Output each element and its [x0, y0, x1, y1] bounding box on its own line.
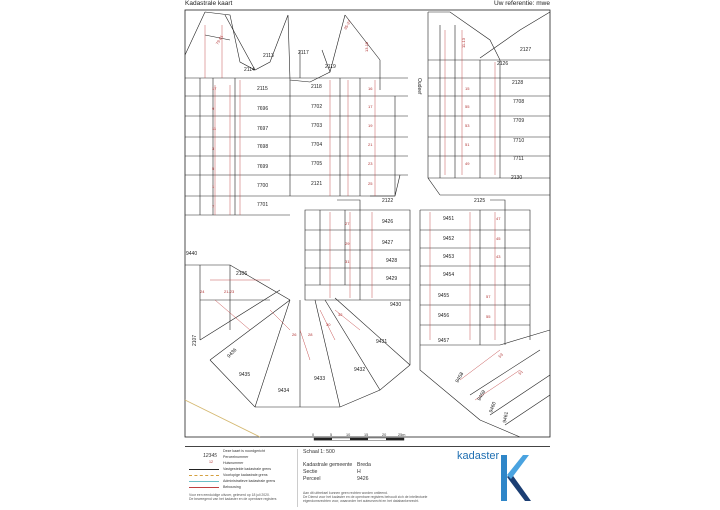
road-line	[185, 400, 260, 437]
house-number: 11	[212, 126, 217, 131]
house-number: 16	[368, 86, 373, 91]
parcel-label: 2125	[474, 198, 486, 204]
scale-tick: 0	[312, 433, 315, 437]
house-number: 19	[368, 123, 373, 128]
parcel-label: 7710	[513, 138, 525, 144]
parcel-label: 9430	[390, 302, 402, 308]
parcel-label: 7702	[311, 104, 323, 110]
house-number: 7	[212, 204, 215, 209]
house-number: 49	[465, 161, 470, 166]
parcel-label: 2115	[257, 86, 268, 92]
parcel-label: 9434	[278, 388, 290, 394]
note-mid-3: eigendomsrechten voor, waaronder het auteursrecht en het databankenrecht.	[303, 499, 420, 503]
perceel-label: Perceel	[303, 476, 321, 482]
parcel-label: 9431	[376, 339, 388, 345]
house-number: 15	[465, 86, 470, 91]
legend-label: Voorlopige kadastrale grens	[223, 473, 268, 477]
legend-line-building	[189, 487, 219, 488]
house-number: 13-15	[364, 41, 369, 52]
house-number: 23	[368, 161, 373, 166]
parcel-label: 7696	[257, 106, 269, 112]
parcel-label: 9432	[354, 367, 366, 373]
house-number: 17	[368, 104, 373, 109]
legend-label: Administratieve kadastrale grens	[223, 479, 276, 483]
parcel-label: 2117	[298, 50, 309, 56]
house-number: 31	[345, 259, 350, 264]
legend-label: Huisnummer	[223, 461, 244, 465]
legend-label: Bebouwing	[223, 485, 241, 489]
scale-label: Schaal 1: 500	[303, 449, 335, 455]
legend-panel	[185, 446, 550, 509]
parcel-label: 2128	[512, 80, 524, 86]
parcel-label: 2119	[325, 64, 336, 70]
parcel-label: 9454	[443, 272, 455, 278]
parcel-label: 9455	[438, 293, 450, 299]
house-number: 30	[326, 322, 331, 327]
parcel-label: 2114	[244, 67, 255, 73]
parcel-label: 7709	[513, 118, 525, 124]
parcel-label: 9456	[438, 313, 450, 319]
house-number: 3	[212, 146, 215, 151]
sectie-value: H	[357, 469, 361, 475]
parcel-label: 2106	[236, 271, 248, 277]
reference-label: Uw referentie: mwe	[494, 0, 550, 7]
parcel-label: 2127	[520, 47, 532, 53]
legend-line-admin	[189, 481, 219, 482]
parcel-label: 7700	[257, 183, 269, 189]
scale-tick: 10	[346, 433, 351, 437]
perceel-value: 9426	[357, 476, 369, 482]
house-number: 55	[486, 314, 491, 319]
house-number: 25	[368, 181, 373, 186]
map-title: Kadastrale kaart	[185, 0, 233, 7]
parcel-label: 9452	[443, 236, 455, 242]
parcel-label: 2113	[263, 53, 274, 59]
house-number: 47	[496, 216, 501, 221]
house-number: 21	[368, 142, 373, 147]
parcel-label: 7705	[311, 161, 323, 167]
house-number: 45	[496, 236, 501, 241]
house-number: 29	[345, 241, 350, 246]
parcel-label: 9453	[443, 254, 455, 260]
parcel-label: 9459	[476, 389, 488, 402]
parcel-label: 9428	[386, 258, 398, 264]
legend-label: Deze kaart is noordgericht	[223, 449, 265, 453]
note-left-1: Voor een eenduidige uitvoer, geleverd op 18 juli 2020.	[189, 493, 270, 497]
parcel-label: 9426	[382, 219, 394, 225]
house-number: 9	[212, 106, 215, 111]
house-number: 57	[486, 294, 491, 299]
kadaster-logo-icon	[497, 451, 537, 507]
house-number: 79-81	[214, 34, 224, 46]
house-number: 26	[292, 332, 297, 337]
house-number: 5	[212, 166, 215, 171]
house-number: 27	[345, 221, 350, 226]
parcel-label: 7703	[311, 123, 323, 129]
house-number: 21-23	[224, 289, 235, 294]
parcel-label: 7697	[257, 126, 269, 132]
parcel-label: 7698	[257, 144, 269, 150]
street-label: Oudeef	[416, 78, 422, 95]
scale-tick: 20	[382, 433, 387, 437]
parcel-label: 9435	[239, 372, 251, 378]
gemeente-label: Kadastrale gemeente	[303, 462, 353, 468]
parcel-label: 2121	[311, 181, 323, 187]
scale-tick: 25m	[398, 433, 406, 437]
parcel-label: 7704	[311, 142, 323, 148]
parcel-label: 9451	[443, 216, 455, 222]
sectie-label: Sectie	[303, 469, 318, 475]
parcel-label: 7708	[513, 99, 525, 105]
house-number: 53	[465, 123, 470, 128]
scale-tick: 5	[330, 433, 333, 437]
parcel-label: 9427	[382, 240, 394, 246]
house-number: 51	[517, 369, 524, 376]
house-number: 55	[465, 104, 470, 109]
kadaster-logo-text: kadaster	[457, 450, 500, 462]
house-number: 51	[465, 142, 470, 147]
house-number: 35-37	[342, 19, 352, 31]
scale-tick: 15	[364, 433, 369, 437]
parcel-label: 9457	[438, 338, 450, 344]
house-number: 43	[496, 254, 501, 259]
parcel-label: 9433	[314, 376, 326, 382]
parcel-label: 2122	[382, 198, 394, 204]
scale-ticks	[312, 433, 405, 437]
parcel-label: 2130	[511, 175, 523, 181]
legend-line-provisional	[189, 475, 219, 476]
house-number: 24	[200, 289, 205, 294]
parcel-label: 2107	[192, 334, 198, 346]
scale-bar	[314, 438, 404, 440]
legend-label: Vastgestelde kadastrale grens	[223, 467, 272, 471]
note-left-2: De beweegend van het kadaster en de openbare registers	[189, 497, 277, 501]
house-number: 17	[212, 86, 217, 91]
note-mid-2: De Dienst voor het kadaster en de openbare registers behoudt zich de intellectuele	[303, 495, 428, 499]
parcel-label: 9440	[186, 251, 198, 257]
house-number: 11-13	[461, 38, 466, 48]
note-mid-1: Aan dit uittreksel kunnen geen rechten worden ontleend.	[303, 491, 388, 495]
house-number: 1	[212, 184, 215, 189]
legend-code: 12345	[203, 453, 217, 459]
legend-line-fixed	[189, 469, 219, 470]
legend-code: 12	[209, 460, 213, 464]
parcel-label: 7711	[513, 156, 524, 162]
parcel-label: 9461	[502, 411, 510, 424]
parcel-label: 9460	[488, 401, 498, 414]
gemeente-value: Breda	[357, 462, 371, 468]
parcel-label: 9458	[454, 371, 466, 384]
parcel-label: 2118	[311, 84, 322, 90]
parcel-label: 2126	[497, 61, 509, 67]
legend-label: Perceelnummer	[223, 455, 249, 459]
parcel-label: 9429	[386, 276, 398, 282]
parcel-labels	[186, 47, 531, 423]
house-number: 53	[497, 352, 504, 359]
parcel-label: 7701	[257, 202, 269, 208]
legend-divider	[297, 449, 298, 507]
parcel-label: 7699	[257, 164, 269, 170]
house-number: 32	[338, 312, 343, 317]
house-number: 28	[308, 332, 313, 337]
parcel-label: 9436	[226, 347, 239, 360]
